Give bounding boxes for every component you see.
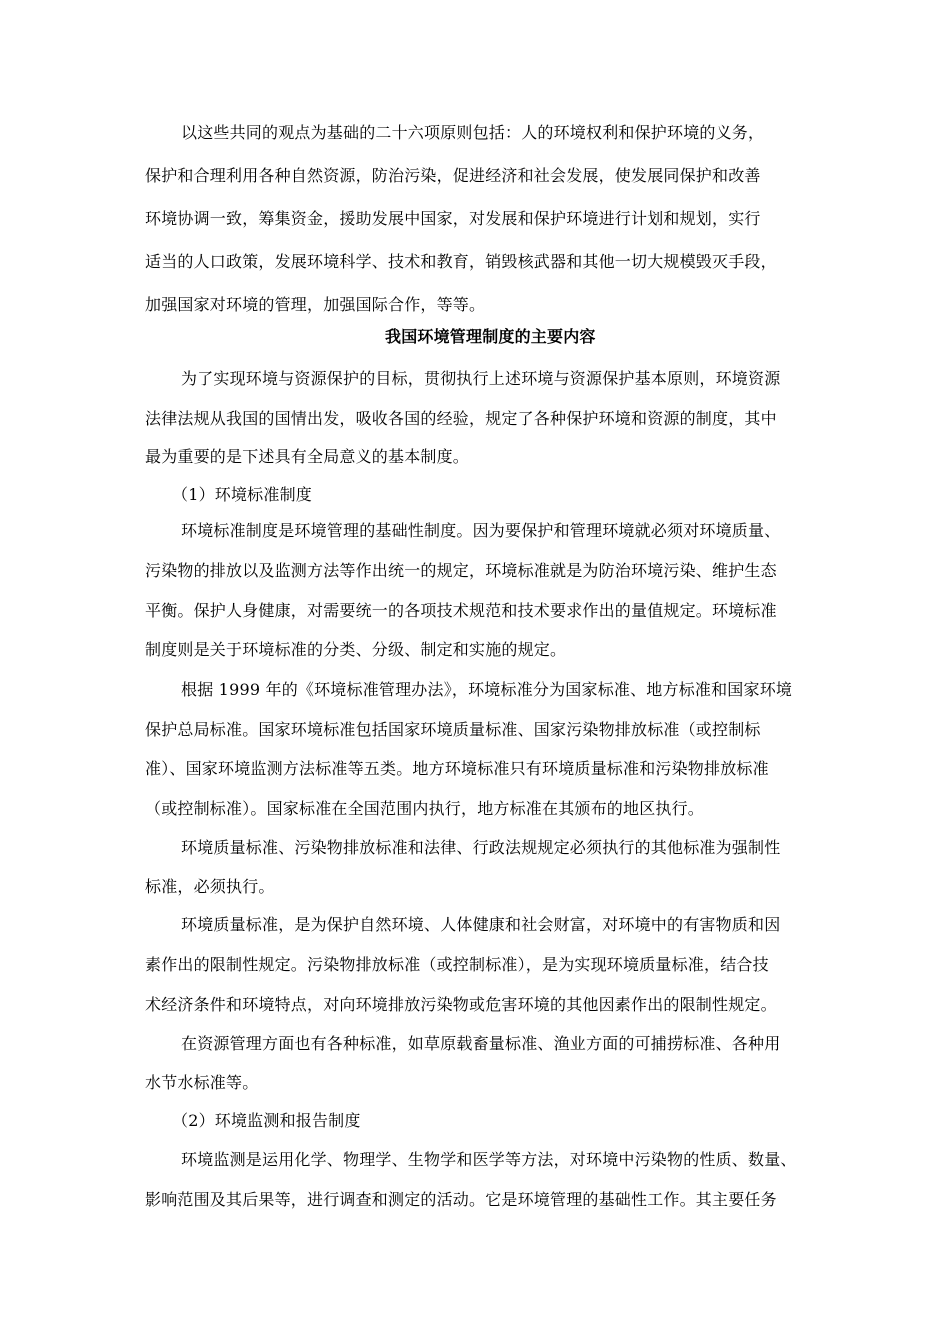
paragraph-line: 标准，必须执行。 [145, 877, 275, 896]
paragraph-line: 根据 1999 年的《环境标准管理办法》，环境标准分为国家标准、地方标准和国家环境 [181, 680, 793, 699]
paragraph-line: 准）、国家环境监测方法标准等五类。地方环境标准只有环境质量标准和污染物排放标准 [145, 759, 769, 778]
subsection-heading: （2）环境监测和报告制度 [172, 1111, 361, 1130]
paragraph-line: （或控制标准）。国家标准在全国范围内执行，地方标准在其颁布的地区执行。 [145, 799, 705, 818]
paragraph-line: 污染物的排放以及监测方法等作出统一的规定，环境标准就是为防治环境污染、维护生态 [145, 561, 777, 580]
paragraph-line: 环境协调一致，筹集资金，援助发展中国家，对发展和保护环境进行计划和规划，实行 [145, 209, 761, 228]
paragraph-line: 素作出的限制性规定。污染物排放标准（或控制标准），是为实现环境质量标准，结合技 [145, 955, 769, 974]
paragraph-line: 适当的人口政策，发展环境科学、技术和教育，销毁核武器和其他一切大规模毁灭手段， [145, 252, 777, 271]
paragraph-line: 环境标准制度是环境管理的基础性制度。因为要保护和管理环境就必须对环境质量、 [181, 521, 781, 540]
paragraph-line: 术经济条件和环境特点，对向环境排放污染物或危害环境的其他因素作出的限制性规定。 [145, 995, 777, 1014]
paragraph-line: 最为重要的是下述具有全局意义的基本制度。 [145, 447, 470, 466]
paragraph-line: 以这些共同的观点为基础的二十六项原则包括：人的环境权利和保护环境的义务， [181, 123, 765, 142]
paragraph-line: 制度则是关于环境标准的分类、分级、制定和实施的规定。 [145, 640, 567, 659]
subsection-heading: （1）环境标准制度 [172, 485, 312, 504]
paragraph-line: 保护和合理利用各种自然资源，防治污染，促进经济和社会发展，使发展同保护和改善 [145, 166, 761, 185]
paragraph-line: 法律法规从我国的国情出发，吸收各国的经验，规定了各种保护环境和资源的制度，其中 [145, 409, 777, 428]
paragraph-line: 环境质量标准、污染物排放标准和法律、行政法规规定必须执行的其他标准为强制性 [181, 838, 781, 857]
paragraph-line: 环境质量标准，是为保护自然环境、人体健康和社会财富，对环境中的有害物质和因 [181, 915, 781, 934]
paragraph-line: 环境监测是运用化学、物理学、生物学和医学等方法，对环境中污染物的性质、数量、 [181, 1150, 797, 1169]
paragraph-line: 保护总局标准。国家环境标准包括国家环境质量标准、国家污染物排放标准（或控制标 [145, 720, 761, 739]
section-heading: 我国环境管理制度的主要内容 [385, 327, 596, 346]
paragraph-line: 影响范围及其后果等，进行调查和测定的活动。它是环境管理的基础性工作。其主要任务 [145, 1190, 777, 1209]
paragraph-line: 加强国家对环境的管理，加强国际合作，等等。 [145, 295, 486, 314]
paragraph-line: 在资源管理方面也有各种标准，如草原载畜量标准、渔业方面的可捕捞标准、各种用 [181, 1034, 781, 1053]
paragraph-line: 水节水标准等。 [145, 1073, 259, 1092]
paragraph-line: 为了实现环境与资源保护的目标，贯彻执行上述环境与资源保护基本原则，环境资源 [181, 369, 781, 388]
paragraph-line: 平衡。保护人身健康，对需要统一的各项技术规范和技术要求作出的量值规定。环境标准 [145, 601, 777, 620]
